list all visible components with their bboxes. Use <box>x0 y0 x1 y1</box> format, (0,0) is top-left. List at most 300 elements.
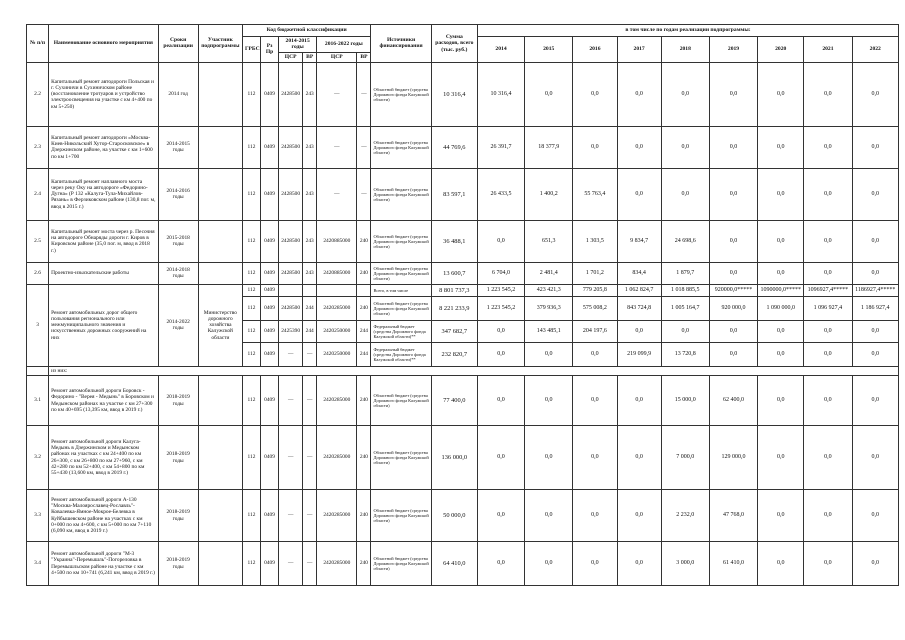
row-year-value: 0,0 <box>617 320 661 342</box>
row-name: Капитальный ремонт моста через р. Песочня на автодороге Обнаряды дороги г. Киров в Кировском районе (35,0 пог. м, ввод в 2018 г.) <box>49 220 158 262</box>
row-year-value: 0,0 <box>525 376 573 426</box>
row-year-value: 423 421,3 <box>525 284 573 296</box>
row-year-value: 0,0 <box>477 490 524 542</box>
row-number: 2.2 <box>27 62 49 126</box>
row-year-value: 0,0 <box>477 220 524 262</box>
row-year-value: 1 090 000,0 <box>758 296 804 320</box>
row-year-value: 0,0 <box>709 342 757 366</box>
row-year-value: 129 000,0 <box>709 426 757 490</box>
row-year-value: 47 768,0 <box>709 490 757 542</box>
row-sum: 8 801 737,3 <box>431 284 477 296</box>
row-participant <box>198 542 242 586</box>
row-year-value: 0,0 <box>804 126 852 168</box>
row-year-value: 1 186 927,4 <box>852 296 898 320</box>
row-year-value: 0,0 <box>617 376 661 426</box>
row-year-value: 0,0 <box>477 376 524 426</box>
row-vr-1622: — <box>357 126 371 168</box>
row-year-value: 1 223 545,2 <box>477 284 524 296</box>
header-terms: Сроки реализации <box>158 25 198 63</box>
row-year-value: 0,0 <box>617 426 661 490</box>
row-year-value: 0,0 <box>758 542 804 586</box>
row-name: Ремонт автомобильной дороги "М-3 "Украина"-Перемышль"-Погореловка в Перемышльском районе на участке с км 4+500 по км 10+741 (6,241 км, ввод в 2019 г.) <box>49 542 158 586</box>
row-vr-1415: 244 <box>303 320 317 342</box>
row-source: Областной бюджет (средства Дорожного фонда Калужской области) <box>371 376 431 426</box>
row-year-value: 0,0 <box>758 62 804 126</box>
row-csr-1415: 2428500 <box>279 220 303 262</box>
row-vr-1622: 240 <box>357 220 371 262</box>
row-participant <box>198 426 242 490</box>
row-sum: 10 316,4 <box>431 62 477 126</box>
row-year-value: 0,0 <box>758 126 804 168</box>
subheading-iz-nih: из них: <box>49 366 899 375</box>
row-terms: 2018-2019 годы <box>158 542 198 586</box>
row-year-value: 2 481,4 <box>525 262 573 284</box>
row-vr-1622: 240 <box>357 262 371 284</box>
row-source: Всего, в том числе <box>371 284 431 296</box>
row-vr-1622: 244 <box>357 320 371 342</box>
row-csr-1415: 2428500 <box>279 296 303 320</box>
row-source: Областной бюджет (средства Дорожного фонда Калужской области) <box>371 168 431 220</box>
row-year-value: 0,0 <box>758 220 804 262</box>
row-vr-1622: 240 <box>357 542 371 586</box>
row-year-value: 0,0 <box>852 320 898 342</box>
row-participant <box>198 490 242 542</box>
row-vr-1622: 240 <box>357 490 371 542</box>
row-csr-1415: — <box>279 542 303 586</box>
row-year-value: 0,0 <box>804 490 852 542</box>
header-name: Наименование основного мероприятия <box>49 25 158 63</box>
table-row <box>27 220 899 262</box>
row-terms: 2014 год <box>158 62 198 126</box>
row-vr-1622: — <box>357 168 371 220</box>
row-year-value: 0,0 <box>709 126 757 168</box>
row-year-value: 0,0 <box>804 426 852 490</box>
row-year-value: 0,0 <box>758 426 804 490</box>
row-csr-1415: 2428500 <box>279 126 303 168</box>
row-year-value: 0,0 <box>525 62 573 126</box>
row-year-value: 0,0 <box>852 220 898 262</box>
row-vr-1622: 240 <box>357 376 371 426</box>
table-body <box>27 62 899 585</box>
row-year-value: 0,0 <box>709 220 757 262</box>
row-grbs: 112 <box>242 168 260 220</box>
row-number: 3.4 <box>27 542 49 586</box>
table-row <box>27 426 899 490</box>
row-year-value: 219 099,9 <box>617 342 661 366</box>
row-year-value: 26 391,7 <box>477 126 524 168</box>
row-csr-1415: 2428500 <box>279 262 303 284</box>
row-csr-1622 <box>317 284 357 296</box>
row-name: Ремонт автомобильных дорог общего пользования регионального или межмуниципального значения и искусственных дорожных сооружений на них <box>49 284 158 366</box>
row-year-value: 651,3 <box>525 220 573 262</box>
row-csr-1415 <box>279 284 303 296</box>
row-year-value: 61 410,0 <box>709 542 757 586</box>
header-sum: Сумма расходов, всего (тыс. руб.) <box>431 25 477 63</box>
row-vr-1622: 240 <box>357 296 371 320</box>
row-number: 3 <box>27 284 49 366</box>
row-year-value: 0,0 <box>852 376 898 426</box>
row-year-value: 0,0 <box>852 342 898 366</box>
row-name: Проектно-изыскательские работы <box>49 262 158 284</box>
row-csr-1415: — <box>279 376 303 426</box>
row-sum: 13 600,7 <box>431 262 477 284</box>
row-csr-1622: 2420285000 <box>317 542 357 586</box>
row-number: 3.2 <box>27 426 49 490</box>
header-y1415: 2014-2015 годы <box>279 37 317 53</box>
row-terms: 2014-2016 годы <box>158 168 198 220</box>
row-year-value: 0,0 <box>573 126 617 168</box>
row-vr-1415: — <box>303 342 317 366</box>
row-year-value: 0,0 <box>617 542 661 586</box>
row-year-value: 143 485,1 <box>525 320 573 342</box>
row-csr-1415: 2425390 <box>279 320 303 342</box>
row-terms: 2014-2022 годы <box>158 284 198 366</box>
row-year-value: 0,0 <box>573 376 617 426</box>
header-year: 2020 <box>758 37 804 63</box>
row-source: Областной бюджет (средства Дорожного фонда Калужской области) <box>371 220 431 262</box>
row-grbs: 112 <box>242 542 260 586</box>
header-year: 2021 <box>804 37 852 63</box>
row-name: Ремонт автомобильной дороги А-130 "Москва-Малоярославец-Рославль"-Ковалевка-Ямное-Мокрое-Белевка в Куйбышевском районе на участках с км 0+000 по км 4+600, с км 5+000 по км 7+110 (6,090 км, ввод в 2019 г.) <box>49 490 158 542</box>
row-sum: 50 000,0 <box>431 490 477 542</box>
row-rzpr: 0409 <box>261 262 279 284</box>
row-year-value: 1 879,7 <box>661 262 709 284</box>
row-name: Ремонт автомобильной дороги Калуга-Медынь в Дзержинском и Медынском районах на участках с км 24+400 по км 26+300, с км 26+800 по км 27+960, с км 42+280 по км 52+400, с км 54+800 по км 55+430 (13,600 км, ввод в 2019 г.) <box>49 426 158 490</box>
row-year-value: 0,0 <box>758 490 804 542</box>
row-grbs: 112 <box>242 490 260 542</box>
row-year-value: 7 000,0 <box>661 426 709 490</box>
row-year-value: 834,4 <box>617 262 661 284</box>
row-year-value: 920000,0***** <box>709 284 757 296</box>
row-number: 2.4 <box>27 168 49 220</box>
row-year-value: 0,0 <box>804 62 852 126</box>
header-year: 2017 <box>617 37 661 63</box>
row-rzpr: 0409 <box>261 342 279 366</box>
table-row <box>27 376 899 426</box>
row-year-value: 204 197,6 <box>573 320 617 342</box>
table-row <box>27 262 899 284</box>
row-vr-1415: 243 <box>303 126 317 168</box>
row-rzpr: 0409 <box>261 168 279 220</box>
row-year-value: 1 096 927,4 <box>804 296 852 320</box>
row-year-value: 0,0 <box>758 342 804 366</box>
row-year-value: 0,0 <box>804 342 852 366</box>
row-rzpr: 0409 <box>261 490 279 542</box>
row-vr-1415: — <box>303 376 317 426</box>
header-year: 2018 <box>661 37 709 63</box>
row-participant <box>198 62 242 126</box>
row-year-value: 15 000,0 <box>661 376 709 426</box>
row-csr-1415: — <box>279 426 303 490</box>
row-rzpr: 0409 <box>261 62 279 126</box>
row-csr-1622: 2420885000 <box>317 220 357 262</box>
row-year-value: 0,0 <box>758 168 804 220</box>
row-year-value: 1096927,4***** <box>804 284 852 296</box>
row-participant <box>198 220 242 262</box>
header-budget-code: Код бюджетной классификации <box>242 25 371 37</box>
header-csr: ЦСР <box>279 52 303 62</box>
row-year-value: 0,0 <box>852 168 898 220</box>
row-terms: 2015-2018 годы <box>158 220 198 262</box>
row-number: 3.1 <box>27 376 49 426</box>
row-rzpr: 0409 <box>261 426 279 490</box>
row-year-value: 0,0 <box>709 168 757 220</box>
row-year-value: 1 005 164,7 <box>661 296 709 320</box>
row-source: Областной бюджет (средства Дорожного фонда Калужской области) <box>371 62 431 126</box>
table-row <box>27 366 899 375</box>
row-sum: 8 221 233,9 <box>431 296 477 320</box>
row-number: 2.5 <box>27 220 49 262</box>
row-grbs: 112 <box>242 426 260 490</box>
row-year-value: 1 062 824,7 <box>617 284 661 296</box>
row-vr-1415: 243 <box>303 62 317 126</box>
row-source: Областной бюджет (средства Дорожного фонда Калужской области) <box>371 296 431 320</box>
row-year-value: 0,0 <box>804 168 852 220</box>
header-year: 2015 <box>525 37 573 63</box>
row-year-value: 18 377,9 <box>525 126 573 168</box>
table-row <box>27 542 899 586</box>
row-year-value: 0,0 <box>617 168 661 220</box>
row-year-value: 2 232,0 <box>661 490 709 542</box>
row-vr-1622: 244 <box>357 342 371 366</box>
row-year-value: 0,0 <box>573 426 617 490</box>
row-csr-1622: 2420285000 <box>317 490 357 542</box>
header-sources: Источники финансирования <box>371 25 431 63</box>
row-year-value: 0,0 <box>804 320 852 342</box>
row-vr-1415: 244 <box>303 296 317 320</box>
row-sum: 36 488,1 <box>431 220 477 262</box>
row-year-value: 9 834,7 <box>617 220 661 262</box>
row-grbs: 112 <box>242 220 260 262</box>
row-name: Ремонт автомобильной дороги Боровск - Федорино - "Верея - Медынь" в Боровском и Медынском районах на участке с км 27+300 по км 40+695 (13,395 км, ввод в 2019 г.) <box>49 376 158 426</box>
row-grbs: 112 <box>242 126 260 168</box>
row-participant <box>198 376 242 426</box>
row-year-value: 0,0 <box>617 62 661 126</box>
table-row <box>27 62 899 126</box>
row-source: Областной бюджет (средства Дорожного фонда Калужской области) <box>371 490 431 542</box>
header-year: 2014 <box>477 37 524 63</box>
header-by-year: в том числе по годам реализации подпрограммы: <box>477 25 898 37</box>
table-row <box>27 284 899 296</box>
row-csr-1622: 2420250000 <box>317 342 357 366</box>
row-sum: 347 682,7 <box>431 320 477 342</box>
row-number: 2.6 <box>27 262 49 284</box>
row-year-value: 0,0 <box>661 320 709 342</box>
row-csr-1622: 2420885000 <box>317 262 357 284</box>
header-grbs: ГРБС <box>242 37 260 63</box>
row-vr-1415: — <box>303 426 317 490</box>
row-csr-1415: 2428500 <box>279 168 303 220</box>
row-source: Федеральный бюджет (средства Дорожного фонда Калужской области)** <box>371 342 431 366</box>
row-year-value: 0,0 <box>477 542 524 586</box>
row-csr-1622: 2420250000 <box>317 320 357 342</box>
row-year-value: 55 763,4 <box>573 168 617 220</box>
header-rzpr: Рз Пр <box>261 37 279 63</box>
row-year-value: 0,0 <box>661 62 709 126</box>
row-grbs: 112 <box>242 62 260 126</box>
row-year-value: 575 008,2 <box>573 296 617 320</box>
row-vr-1622 <box>357 284 371 296</box>
row-source: Областной бюджет (средства Дорожного фонда Калужской области) <box>371 542 431 586</box>
row-year-value: 1 400,2 <box>525 168 573 220</box>
row-rzpr: 0409 <box>261 320 279 342</box>
row-rzpr: 0409 <box>261 296 279 320</box>
row-csr-1622: 2420285000 <box>317 296 357 320</box>
row-grbs: 112 <box>242 296 260 320</box>
row-sum: 44 769,6 <box>431 126 477 168</box>
row-year-value: 0,0 <box>573 542 617 586</box>
row-grbs: 112 <box>242 320 260 342</box>
row-year-value: 0,0 <box>852 62 898 126</box>
row-csr-1622: 2420285000 <box>317 376 357 426</box>
row-year-value: 0,0 <box>758 376 804 426</box>
row-year-value: 1186927,4***** <box>852 284 898 296</box>
row-year-value: 0,0 <box>525 426 573 490</box>
row-rzpr: 0409 <box>261 542 279 586</box>
row-year-value: 0,0 <box>852 126 898 168</box>
row-year-value: 0,0 <box>661 168 709 220</box>
row-year-value: 0,0 <box>573 62 617 126</box>
row-year-value: 62 400,0 <box>709 376 757 426</box>
header-participant: Участник подпрограммы <box>198 25 242 63</box>
row-year-value: 779 205,8 <box>573 284 617 296</box>
row-grbs: 112 <box>242 262 260 284</box>
row-year-value: 0,0 <box>525 342 573 366</box>
row-year-value: 13 720,8 <box>661 342 709 366</box>
row-name: Капитальный ремонт наплавного моста через реку Оку на автодороге «Федорино-Дугна» (Р 132 «Калуга-Тула-Михайлов-Рязань» в Ферзиковском районе (130,8 пог. м, ввод в 2015 г.) <box>49 168 158 220</box>
row-vr-1415 <box>303 284 317 296</box>
table-row <box>27 168 899 220</box>
row-year-value: 0,0 <box>758 262 804 284</box>
row-year-value: 1 701,2 <box>573 262 617 284</box>
row-year-value: 3 000,0 <box>661 542 709 586</box>
row-year-value: 0,0 <box>525 542 573 586</box>
row-csr-1622: — <box>317 62 357 126</box>
row-year-value: 24 698,6 <box>661 220 709 262</box>
row-csr-1622: — <box>317 168 357 220</box>
row-source: Областной бюджет (средства Дорожного фонда Калужской области) <box>371 426 431 490</box>
row-grbs: 112 <box>242 376 260 426</box>
row-vr-1415: 243 <box>303 220 317 262</box>
row-rzpr: 0409 <box>261 376 279 426</box>
row-csr-1415: — <box>279 490 303 542</box>
row-number: 2.3 <box>27 126 49 168</box>
row-year-value: 0,0 <box>852 490 898 542</box>
header-vr: ВР <box>303 52 317 62</box>
row-csr-1415: — <box>279 342 303 366</box>
row-year-value: 843 724,8 <box>617 296 661 320</box>
row-year-value: 0,0 <box>661 126 709 168</box>
row-year-value: 1 018 885,5 <box>661 284 709 296</box>
header-year: 2019 <box>709 37 757 63</box>
row-year-value: 0,0 <box>617 126 661 168</box>
row-sum: 232 820,7 <box>431 342 477 366</box>
header-csr: ЦСР <box>317 52 357 62</box>
row-terms: 2018-2019 годы <box>158 426 198 490</box>
row-year-value: 920 000,0 <box>709 296 757 320</box>
row-year-value: 10 316,4 <box>477 62 524 126</box>
row-year-value: 0,0 <box>852 542 898 586</box>
row-vr-1415: 243 <box>303 168 317 220</box>
row-participant <box>198 262 242 284</box>
row-terms: 2018-2019 годы <box>158 376 198 426</box>
table-row <box>27 126 899 168</box>
row-sum: 64 410,0 <box>431 542 477 586</box>
row-name: Капитальный ремонт автодороги Польская и г. Сухиничи в Сухиничском районе (восстановление тротуаров и устройство электроосвещения на участке с км 4+400 по км 5+250) <box>49 62 158 126</box>
row-terms: 2018-2019 годы <box>158 490 198 542</box>
row-vr-1415: — <box>303 490 317 542</box>
row-sum: 77 400,0 <box>431 376 477 426</box>
row-year-value: 0,0 <box>477 342 524 366</box>
row-vr-1622: — <box>357 62 371 126</box>
header-year: 2016 <box>573 37 617 63</box>
row-sum: 136 000,0 <box>431 426 477 490</box>
row-year-value: 0,0 <box>573 490 617 542</box>
row-grbs: 112 <box>242 284 260 296</box>
row-vr-1415: — <box>303 542 317 586</box>
row-year-value: 0,0 <box>477 320 524 342</box>
row-name: Капитальный ремонт автодороги «Москва-Киев-Никольский Хутор-Старосковское» в Дзержинском районе, на участке с км 1+600 по км 1+700 <box>49 126 158 168</box>
row-rzpr: 0409 <box>261 284 279 296</box>
header-y1622: 2016-2022 годы <box>317 37 371 53</box>
header-vr: ВР <box>357 52 371 62</box>
header-num: № п/п <box>27 25 49 63</box>
row-year-value: 0,0 <box>758 320 804 342</box>
row-grbs: 112 <box>242 342 260 366</box>
row-year-value: 0,0 <box>477 426 524 490</box>
row-rzpr: 0409 <box>261 220 279 262</box>
row-year-value: 0,0 <box>804 262 852 284</box>
row-year-value: 0,0 <box>617 490 661 542</box>
row-year-value: 0,0 <box>709 320 757 342</box>
row-participant <box>198 168 242 220</box>
row-number <box>27 366 49 375</box>
row-terms: 2014-2018 годы <box>158 262 198 284</box>
row-sum: 83 597,1 <box>431 168 477 220</box>
row-source: Областной бюджет (средства Дорожного фонда Калужской области) <box>371 126 431 168</box>
row-source: Областной бюджет (средства Дорожного фонда Калужской области) <box>371 262 431 284</box>
row-year-value: 6 704,0 <box>477 262 524 284</box>
row-year-value: 0,0 <box>709 62 757 126</box>
table-row <box>27 490 899 542</box>
row-csr-1622: — <box>317 126 357 168</box>
row-year-value: 0,0 <box>525 490 573 542</box>
row-year-value: 1 303,5 <box>573 220 617 262</box>
budget-table <box>26 24 899 586</box>
row-year-value: 0,0 <box>709 262 757 284</box>
row-year-value: 0,0 <box>573 342 617 366</box>
header-year: 2022 <box>852 37 898 63</box>
row-number: 3.3 <box>27 490 49 542</box>
row-year-value: 0,0 <box>804 376 852 426</box>
row-participant <box>198 126 242 168</box>
row-year-value: 1090000,0***** <box>758 284 804 296</box>
row-csr-1415: 2428500 <box>279 62 303 126</box>
row-rzpr: 0409 <box>261 126 279 168</box>
row-year-value: 0,0 <box>852 426 898 490</box>
row-year-value: 379 936,3 <box>525 296 573 320</box>
row-year-value: 0,0 <box>852 262 898 284</box>
row-year-value: 26 433,5 <box>477 168 524 220</box>
row-year-value: 1 223 545,2 <box>477 296 524 320</box>
row-terms: 2014-2015 годы <box>158 126 198 168</box>
row-vr-1622: 240 <box>357 426 371 490</box>
row-csr-1622: 2420285000 <box>317 426 357 490</box>
row-source: Федеральный бюджет (средства Дорожного фонда Калужской области)** <box>371 320 431 342</box>
row-year-value: 0,0 <box>804 220 852 262</box>
row-vr-1415: 243 <box>303 262 317 284</box>
row-year-value: 0,0 <box>804 542 852 586</box>
